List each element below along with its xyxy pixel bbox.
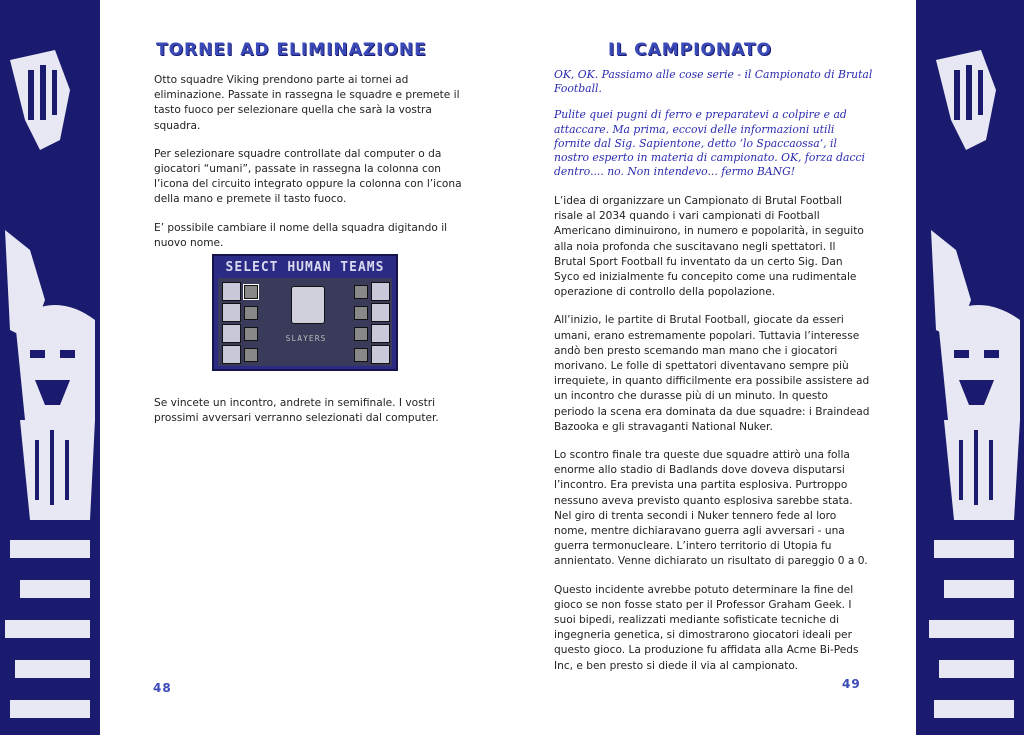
right-heading: IL CAMPIONATO	[608, 40, 772, 60]
right-paragraph-2: All’inizio, le partite di Brutal Football, giocate da esseri umani, erano estremamente popolari. Tuttavia l’interesse andò ben presto scemando man mano che i giocatori morivano. Le folle di spettatori diventavano sempre più irrequiete, in quanto difficilmente era possibile assistere ad un incontro che durasse più di un minuto. In questo periodo la scena era dominata da due squadre: i Braindead Bazooka e gli stravaganti National Nuker.	[554, 314, 870, 433]
team-slot-icon	[371, 345, 390, 364]
viking-band-right	[916, 0, 1024, 735]
page-number-left: 48	[153, 681, 172, 695]
team-slot-icon	[222, 345, 241, 364]
left-body	[154, 73, 462, 264]
left-paragraph-1: Otto squadre Viking prendono parte ai tornei ad eliminazione. Passate in rassegna le squadre e premete il tasto fuoco per selezionare quella che sarà la vostra squadra.	[154, 74, 460, 132]
team-slot-icon	[371, 324, 390, 343]
right-paragraph-1: L’idea di organizzare un Campionato di Brutal Football risale al 2034 quando i vari campionati di Football Americano diminuirono, in numero e popolarità, in seguito alla noia profonda che suscitavano negli spettatori. Il Brutal Sport Football fu inventato da un certo Sig. Dan Syco ed inizialmente fu concepito come una rudimentale operazione di controllo della popolazione.	[554, 195, 864, 299]
right-paragraph-3: Lo scontro finale tra queste due squadre attirò una folla enorme allo stadio di Badlands dove doveva disputarsi l’incontro. Era prevista una partita esplosiva. Purtroppo nessuno aveva previsto quanto esplosiva sarebbe stata. Nel giro di trenta secondi i Nuker tennero fede al loro nome, mentre dichiaravano guerra agli avversari - una guerra termonucleare. L’intero territorio di Utopia fu annientato. Venne dichiarato un risultato di pareggio 0 a 0.	[554, 449, 868, 568]
right-body	[554, 194, 870, 687]
chip-icon	[244, 306, 258, 320]
team-slot-icon	[222, 324, 241, 343]
left-page	[100, 0, 508, 735]
left-paragraph-3: E’ possibile cambiare il nome della squadra digitando il nuovo nome.	[154, 221, 448, 249]
select-teams-screenshot	[212, 254, 398, 371]
left-after-screenshot	[154, 396, 462, 439]
screenshot-team-name: SLAYERS	[285, 334, 327, 343]
right-page	[508, 0, 916, 735]
viking-warrior-illustration-right	[916, 0, 1024, 735]
left-paragraph-4: Se vincete un incontro, andrete in semifinale. I vostri prossimi avversari verranno selezionati dal computer.	[154, 397, 439, 425]
viking-face-icon	[291, 286, 325, 324]
left-paragraph-2: Per selezionare squadre controllate dal computer o da giocatori “umani”, passate in rassegna la colonna con l’icona del circuito integrato oppure la colonna con l’icona della mano e premete il tasto fuoco.	[154, 147, 462, 206]
screenshot-title: SELECT HUMAN TEAMS	[225, 260, 385, 275]
hand-icon	[354, 348, 368, 362]
screenshot-grid	[218, 278, 392, 366]
chip-icon	[244, 327, 258, 341]
team-slot-icon	[371, 282, 390, 301]
right-paragraph-4: Questo incidente avrebbe potuto determinare la fine del gioco se non fosse stato per il Professor Graham Geek. I suoi bipedi, realizzati mediante sofisticate tecniche di ingegneria genetica, si dimostrarono giocatori ideali per questo gioco. La produzione fu affidata alla Acme Bi-Peds Inc, e ben presto si diede il via al campionato.	[554, 583, 859, 672]
team-slot-icon	[222, 303, 241, 322]
intro-italic-2: Pulite quei pugni di ferro e preparatevi a colpire e ad attaccare. Ma prima, eccovi delle informazioni utili fornite dal Sig. Sapientone, detto ‘lo Spaccaossa’, il nostro esperto in materia di campionato. OK, forza dacci dentro.... no. Non intendevo... fermo BANG!	[554, 108, 865, 179]
right-intro	[554, 68, 874, 191]
hand-icon	[354, 306, 368, 320]
team-slot-icon	[222, 282, 241, 301]
viking-warrior-illustration-left	[0, 0, 100, 735]
page-number-right: 49	[842, 677, 861, 691]
hand-icon	[354, 327, 368, 341]
left-heading: TORNEI AD ELIMINAZIONE	[156, 40, 427, 60]
team-slot-icon	[371, 303, 390, 322]
hand-icon	[354, 285, 368, 299]
viking-band-left	[0, 0, 100, 735]
chip-icon	[244, 285, 258, 299]
chip-icon	[244, 348, 258, 362]
intro-italic-1: OK, OK. Passiamo alle cose serie - il Campionato di Brutal Football.	[554, 68, 873, 96]
